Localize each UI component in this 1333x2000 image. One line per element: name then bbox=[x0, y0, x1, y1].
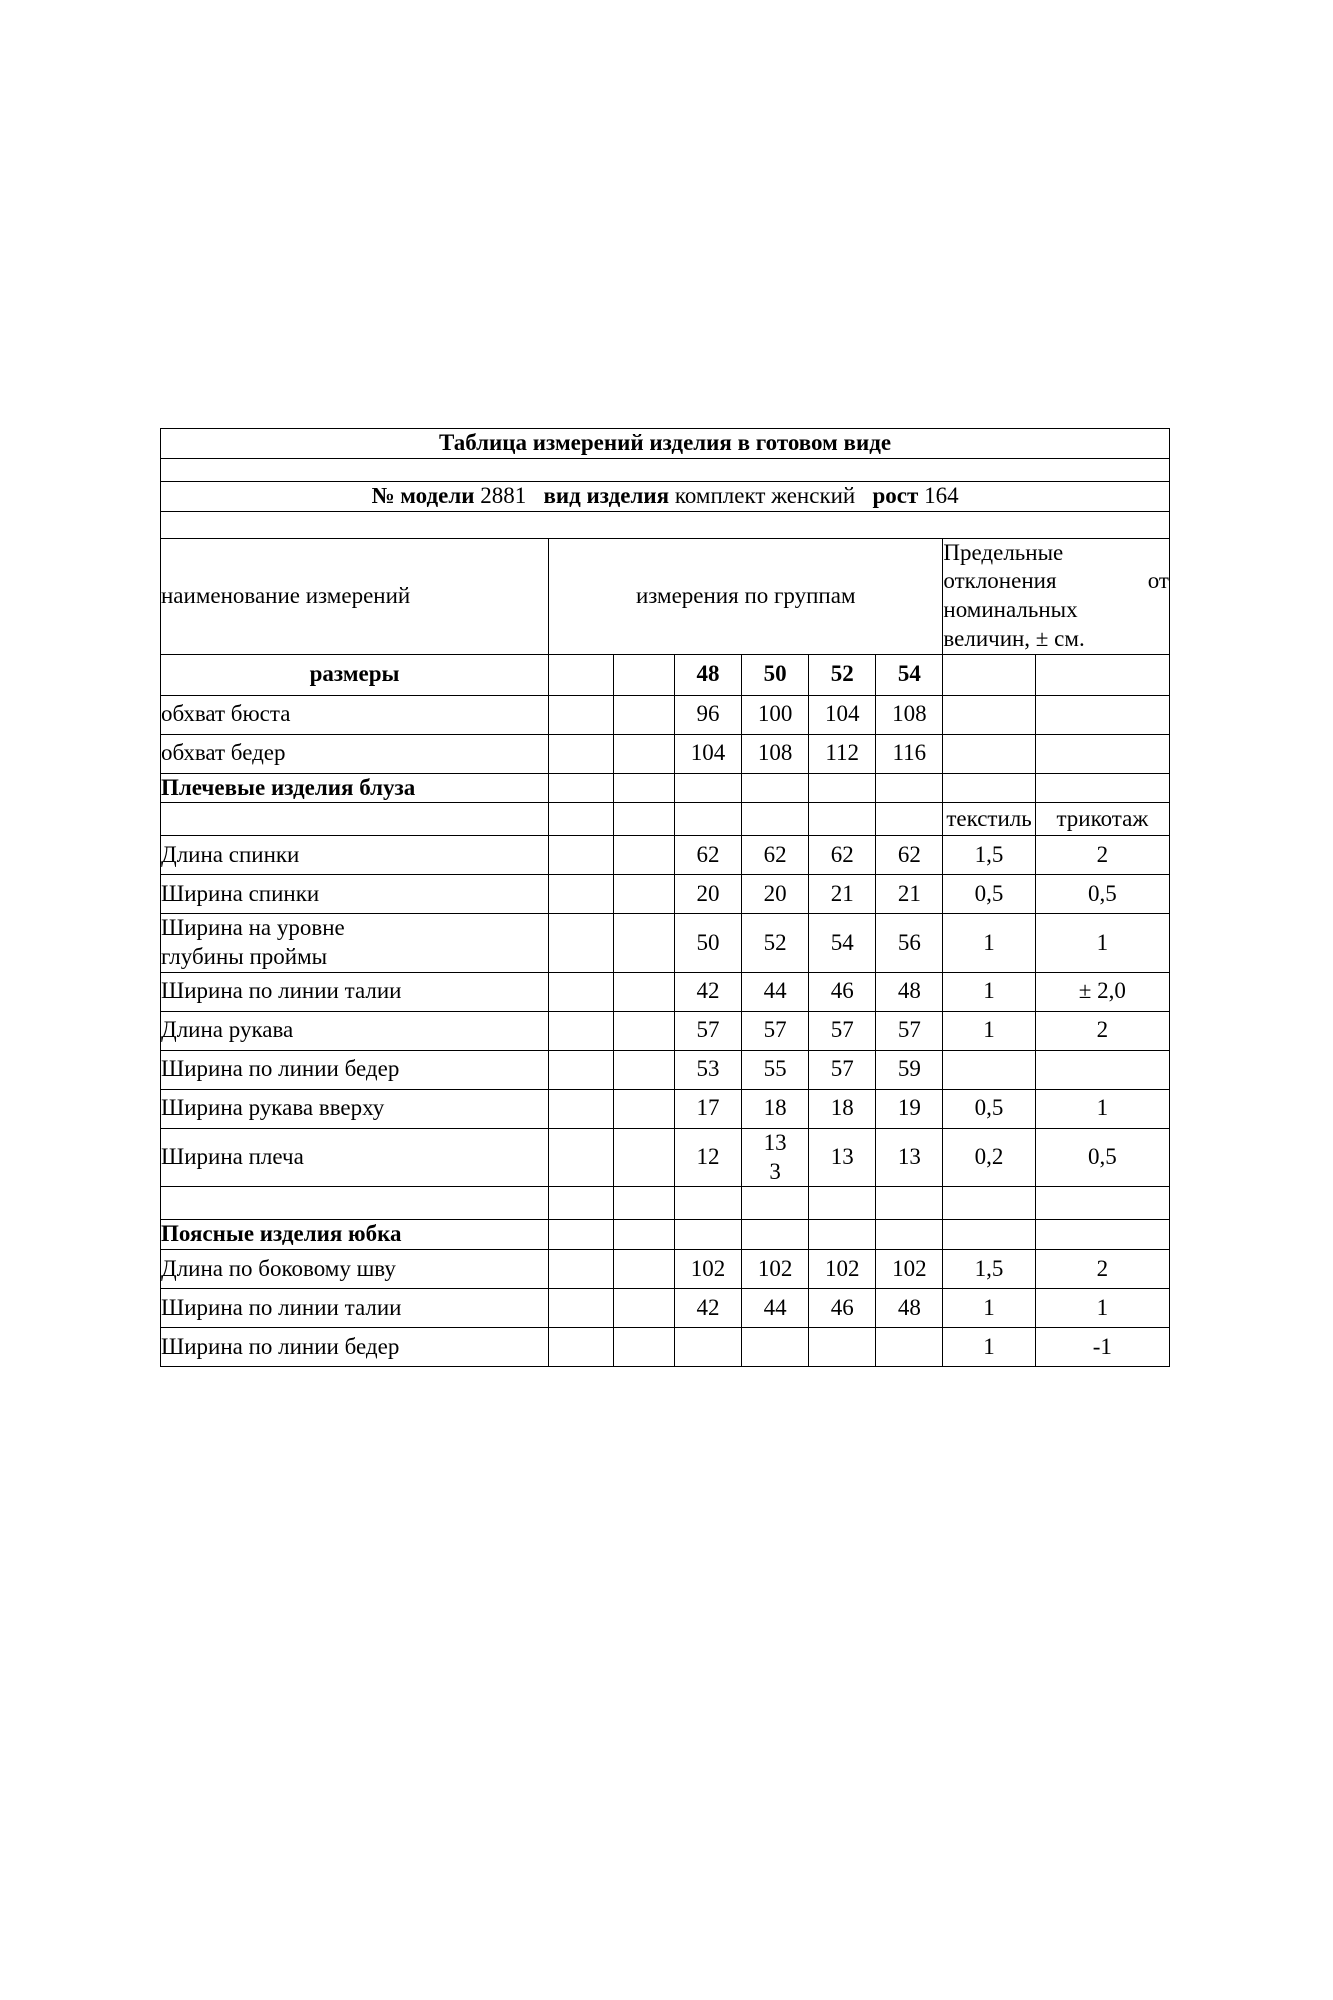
row-textile: 1,5 bbox=[943, 1250, 1035, 1289]
tolerance-line-1: Предельные bbox=[943, 539, 1064, 565]
row-textile: 0,2 bbox=[943, 1128, 1035, 1187]
material-pad-4 bbox=[742, 803, 809, 836]
row-value-50: 57 bbox=[742, 1011, 809, 1050]
row-value-48: 104 bbox=[674, 734, 741, 773]
section-pad-1 bbox=[549, 773, 614, 803]
material-textile-label: текстиль bbox=[943, 803, 1035, 836]
row-value-54: 56 bbox=[876, 914, 943, 973]
row-value-50: 20 bbox=[742, 875, 809, 914]
row-value-52: 57 bbox=[809, 1050, 876, 1089]
table-row bbox=[161, 1328, 1170, 1367]
row-value-50-line-2: 3 bbox=[769, 1158, 781, 1184]
section-pad-7 bbox=[943, 1220, 1035, 1250]
blank-cell-6 bbox=[876, 1187, 943, 1220]
row-value-52 bbox=[809, 1328, 876, 1367]
row-pad-2 bbox=[614, 1128, 675, 1187]
row-value-54: 48 bbox=[876, 972, 943, 1011]
row-value-54: 21 bbox=[876, 875, 943, 914]
table-row bbox=[161, 1250, 1170, 1289]
row-label: Ширина по линии бедер bbox=[161, 1328, 549, 1367]
row-value-52: 46 bbox=[809, 972, 876, 1011]
row-value-54: 48 bbox=[876, 1289, 943, 1328]
row-label bbox=[161, 914, 549, 973]
row-value-48: 42 bbox=[674, 972, 741, 1011]
page-title: Таблица измерений изделия в готовом виде bbox=[161, 429, 1170, 459]
row-value-54: 102 bbox=[876, 1250, 943, 1289]
row-textile: 1,5 bbox=[943, 836, 1035, 875]
material-pad-name bbox=[161, 803, 549, 836]
row-pad-1 bbox=[549, 734, 614, 773]
row-value-48: 57 bbox=[674, 1011, 741, 1050]
table-row bbox=[161, 1289, 1170, 1328]
table-header-row bbox=[161, 538, 1170, 654]
product-value: комплект женский bbox=[674, 482, 856, 508]
row-value-52: 54 bbox=[809, 914, 876, 973]
blank-cell-1 bbox=[549, 1187, 614, 1220]
row-label: Длина спинки bbox=[161, 836, 549, 875]
row-value-52: 18 bbox=[809, 1089, 876, 1128]
row-pad-1 bbox=[549, 875, 614, 914]
model-value: 2881 bbox=[480, 482, 527, 508]
row-pad-2 bbox=[614, 695, 675, 734]
row-pad-2 bbox=[614, 875, 675, 914]
height-value: 164 bbox=[924, 482, 959, 508]
row-pad-1 bbox=[549, 695, 614, 734]
section-pad-4 bbox=[742, 1220, 809, 1250]
table-row bbox=[161, 1011, 1170, 1050]
row-knit: -1 bbox=[1035, 1328, 1169, 1367]
sizes-knit-empty bbox=[1035, 654, 1169, 695]
blank-cell-name bbox=[161, 1187, 549, 1220]
section-title: Плечевые изделия блуза bbox=[161, 773, 549, 803]
model-info bbox=[161, 481, 1170, 511]
tolerance-line-2: отклонения от bbox=[943, 568, 1169, 594]
row-knit: 2 bbox=[1035, 1250, 1169, 1289]
row-label: Ширина по линии талии bbox=[161, 1289, 549, 1328]
row-value-50: 108 bbox=[742, 734, 809, 773]
measurements-table bbox=[160, 428, 1170, 1367]
product-label: вид изделия bbox=[543, 482, 670, 508]
row-value-48: 20 bbox=[674, 875, 741, 914]
row-textile bbox=[943, 1050, 1035, 1089]
material-header-row bbox=[161, 803, 1170, 836]
row-knit: 1 bbox=[1035, 1089, 1169, 1128]
table-row bbox=[161, 695, 1170, 734]
row-knit: 0,5 bbox=[1035, 1128, 1169, 1187]
row-value-54: 13 bbox=[876, 1128, 943, 1187]
blank-separator-row bbox=[161, 1187, 1170, 1220]
row-pad-1 bbox=[549, 1289, 614, 1328]
section-pad-6 bbox=[876, 773, 943, 803]
row-value-54: 116 bbox=[876, 734, 943, 773]
row-label-line-1: Ширина на уровне bbox=[161, 915, 345, 941]
table-row bbox=[161, 972, 1170, 1011]
section-header-row bbox=[161, 773, 1170, 803]
row-label: Ширина рукава вверху bbox=[161, 1089, 549, 1128]
row-label: Ширина плеча bbox=[161, 1128, 549, 1187]
row-textile: 1 bbox=[943, 1289, 1035, 1328]
section-pad-4 bbox=[742, 773, 809, 803]
row-pad-1 bbox=[549, 1328, 614, 1367]
row-value-48: 96 bbox=[674, 695, 741, 734]
measurement-sheet bbox=[160, 428, 1170, 1367]
row-textile bbox=[943, 734, 1035, 773]
gap-row bbox=[161, 511, 1170, 538]
row-pad-1 bbox=[549, 1050, 614, 1089]
header-tolerance-column bbox=[943, 538, 1170, 654]
table-row bbox=[161, 1089, 1170, 1128]
row-textile: 1 bbox=[943, 914, 1035, 973]
row-knit bbox=[1035, 734, 1169, 773]
row-value-50 bbox=[742, 1128, 809, 1187]
section-pad-5 bbox=[809, 1220, 876, 1250]
material-knit-label: трикотаж bbox=[1035, 803, 1169, 836]
section-header-row bbox=[161, 1220, 1170, 1250]
row-knit: 2 bbox=[1035, 1011, 1169, 1050]
tolerance-line-4: величин, ± см. bbox=[943, 625, 1085, 651]
size-value-48: 48 bbox=[674, 654, 741, 695]
row-pad-1 bbox=[549, 1128, 614, 1187]
section-title: Поясные изделия юбка bbox=[161, 1220, 549, 1250]
gap-cell bbox=[161, 511, 1170, 538]
row-value-52: 102 bbox=[809, 1250, 876, 1289]
section-pad-3 bbox=[674, 1220, 741, 1250]
row-textile: 0,5 bbox=[943, 1089, 1035, 1128]
size-value-52: 52 bbox=[809, 654, 876, 695]
row-pad-2 bbox=[614, 1289, 675, 1328]
row-value-50: 52 bbox=[742, 914, 809, 973]
row-knit: ± 2,0 bbox=[1035, 972, 1169, 1011]
row-value-50: 18 bbox=[742, 1089, 809, 1128]
row-label: Длина по боковому шву bbox=[161, 1250, 549, 1289]
row-pad-2 bbox=[614, 836, 675, 875]
blank-cell-4 bbox=[742, 1187, 809, 1220]
blank-cell-3 bbox=[674, 1187, 741, 1220]
row-value-48 bbox=[674, 1328, 741, 1367]
row-pad-1 bbox=[549, 836, 614, 875]
row-pad-1 bbox=[549, 1089, 614, 1128]
size-value-50: 50 bbox=[742, 654, 809, 695]
sizes-row bbox=[161, 654, 1170, 695]
row-pad-2 bbox=[614, 734, 675, 773]
sizes-pad-1 bbox=[549, 654, 614, 695]
row-value-52: 46 bbox=[809, 1289, 876, 1328]
row-value-54: 19 bbox=[876, 1089, 943, 1128]
row-value-48: 50 bbox=[674, 914, 741, 973]
row-value-50: 100 bbox=[742, 695, 809, 734]
section-pad-2 bbox=[614, 773, 675, 803]
row-knit bbox=[1035, 1050, 1169, 1089]
row-pad-1 bbox=[549, 972, 614, 1011]
material-pad-6 bbox=[876, 803, 943, 836]
row-label: Длина рукава bbox=[161, 1011, 549, 1050]
sizes-label: размеры bbox=[161, 654, 549, 695]
material-pad-2 bbox=[614, 803, 675, 836]
row-knit: 1 bbox=[1035, 1289, 1169, 1328]
header-name-column: наименование измерений bbox=[161, 538, 549, 654]
row-value-54: 59 bbox=[876, 1050, 943, 1089]
table-row bbox=[161, 1050, 1170, 1089]
blank-cell-7 bbox=[943, 1187, 1035, 1220]
row-value-54: 62 bbox=[876, 836, 943, 875]
title-row bbox=[161, 429, 1170, 459]
section-pad-1 bbox=[549, 1220, 614, 1250]
section-pad-5 bbox=[809, 773, 876, 803]
row-value-52: 57 bbox=[809, 1011, 876, 1050]
row-value-52: 62 bbox=[809, 836, 876, 875]
sizes-pad-2 bbox=[614, 654, 675, 695]
row-value-54: 108 bbox=[876, 695, 943, 734]
spacer-cell bbox=[161, 458, 1170, 481]
row-value-50: 102 bbox=[742, 1250, 809, 1289]
row-pad-2 bbox=[614, 1089, 675, 1128]
spacer-row bbox=[161, 458, 1170, 481]
row-value-50-line-1: 13 bbox=[763, 1129, 787, 1155]
row-label: Ширина по линии бедер bbox=[161, 1050, 549, 1089]
table-row bbox=[161, 734, 1170, 773]
blank-cell-5 bbox=[809, 1187, 876, 1220]
row-knit: 0,5 bbox=[1035, 875, 1169, 914]
height-label: рост bbox=[872, 482, 919, 508]
material-pad-3 bbox=[674, 803, 741, 836]
row-pad-2 bbox=[614, 1328, 675, 1367]
row-knit: 2 bbox=[1035, 836, 1169, 875]
row-pad-2 bbox=[614, 914, 675, 973]
section-pad-2 bbox=[614, 1220, 675, 1250]
section-pad-3 bbox=[674, 773, 741, 803]
table-row bbox=[161, 836, 1170, 875]
row-value-52: 104 bbox=[809, 695, 876, 734]
row-pad-1 bbox=[549, 1011, 614, 1050]
row-pad-2 bbox=[614, 1050, 675, 1089]
row-value-54: 57 bbox=[876, 1011, 943, 1050]
row-value-48: 42 bbox=[674, 1289, 741, 1328]
row-value-52: 21 bbox=[809, 875, 876, 914]
material-pad-1 bbox=[549, 803, 614, 836]
row-pad-1 bbox=[549, 914, 614, 973]
row-knit: 1 bbox=[1035, 914, 1169, 973]
sizes-textile-empty bbox=[943, 654, 1035, 695]
row-pad-2 bbox=[614, 1011, 675, 1050]
table-row bbox=[161, 875, 1170, 914]
blank-cell-8 bbox=[1035, 1187, 1169, 1220]
row-value-48: 12 bbox=[674, 1128, 741, 1187]
size-value-54: 54 bbox=[876, 654, 943, 695]
row-knit bbox=[1035, 695, 1169, 734]
row-value-54 bbox=[876, 1328, 943, 1367]
row-value-48: 53 bbox=[674, 1050, 741, 1089]
row-value-52: 112 bbox=[809, 734, 876, 773]
section-pad-6 bbox=[876, 1220, 943, 1250]
section-pad-8 bbox=[1035, 1220, 1169, 1250]
blank-cell-2 bbox=[614, 1187, 675, 1220]
model-label: № модели bbox=[371, 482, 475, 508]
row-textile: 1 bbox=[943, 1328, 1035, 1367]
header-groups-column: измерения по группам bbox=[549, 538, 943, 654]
row-value-50: 44 bbox=[742, 972, 809, 1011]
row-pad-1 bbox=[549, 1250, 614, 1289]
row-value-52: 13 bbox=[809, 1128, 876, 1187]
row-textile: 1 bbox=[943, 1011, 1035, 1050]
row-value-50: 44 bbox=[742, 1289, 809, 1328]
row-pad-2 bbox=[614, 1250, 675, 1289]
section-pad-8 bbox=[1035, 773, 1169, 803]
row-value-48: 62 bbox=[674, 836, 741, 875]
row-value-50: 55 bbox=[742, 1050, 809, 1089]
row-label-line-2: глубины проймы bbox=[161, 944, 328, 969]
tolerance-line-3: номинальных bbox=[943, 597, 1078, 622]
table-row bbox=[161, 1128, 1170, 1187]
model-info-row bbox=[161, 481, 1170, 511]
material-pad-5 bbox=[809, 803, 876, 836]
row-label: обхват бюста bbox=[161, 695, 549, 734]
section-pad-7 bbox=[943, 773, 1035, 803]
row-value-50: 62 bbox=[742, 836, 809, 875]
row-value-48: 17 bbox=[674, 1089, 741, 1128]
row-pad-2 bbox=[614, 972, 675, 1011]
row-value-48: 102 bbox=[674, 1250, 741, 1289]
row-value-50 bbox=[742, 1328, 809, 1367]
row-textile bbox=[943, 695, 1035, 734]
row-label: обхват бедер bbox=[161, 734, 549, 773]
row-label: Ширина спинки bbox=[161, 875, 549, 914]
row-textile: 1 bbox=[943, 972, 1035, 1011]
row-label: Ширина по линии талии bbox=[161, 972, 549, 1011]
table-row bbox=[161, 914, 1170, 973]
row-textile: 0,5 bbox=[943, 875, 1035, 914]
